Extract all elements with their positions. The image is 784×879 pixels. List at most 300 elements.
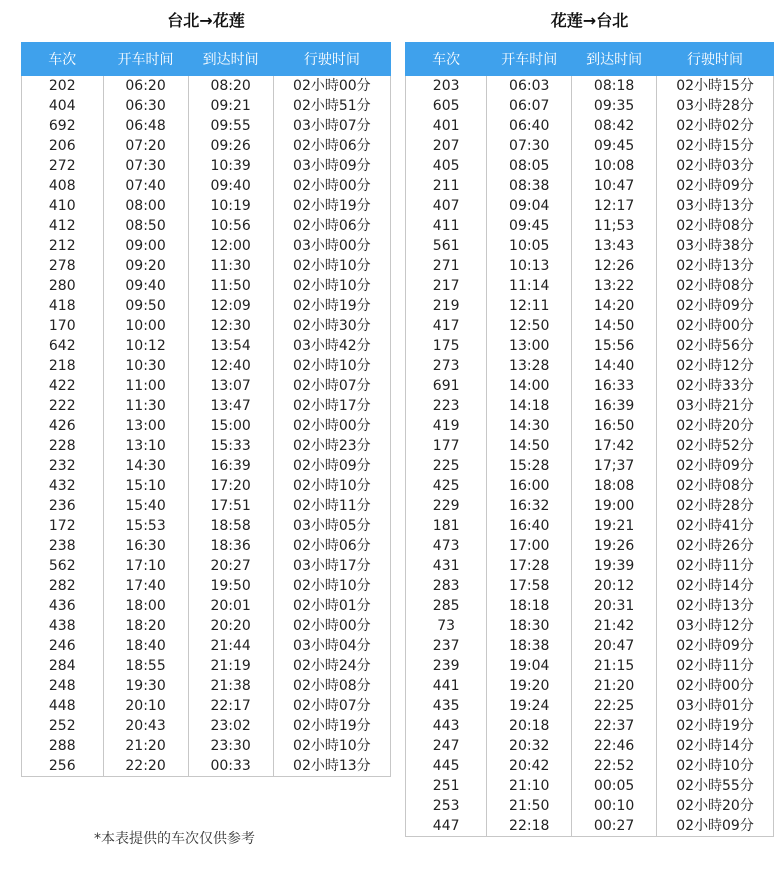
train-no-cell: 284 [22, 656, 104, 676]
departure-cell: 10:12 [103, 336, 188, 356]
arrival-cell: 09:40 [188, 176, 273, 196]
duration-cell: 02小時10分 [273, 476, 390, 496]
train-no-cell: 253 [406, 796, 487, 816]
duration-cell: 02小時56分 [657, 336, 774, 356]
train-no-cell: 422 [22, 376, 104, 396]
duration-cell: 03小時28分 [657, 96, 774, 116]
duration-cell: 03小時38分 [657, 236, 774, 256]
departure-cell: 17:58 [487, 576, 572, 596]
arrival-cell: 09:55 [188, 116, 273, 136]
duration-cell: 02小時00分 [273, 76, 390, 97]
train-no-cell: 283 [406, 576, 487, 596]
table-row [406, 596, 774, 616]
duration-cell: 03小時09分 [273, 156, 390, 176]
duration-cell: 02小時06分 [273, 136, 390, 156]
arrival-cell: 20:31 [572, 596, 657, 616]
duration-cell: 02小時10分 [657, 756, 774, 776]
table-row [406, 176, 774, 196]
train-no-cell: 211 [406, 176, 487, 196]
train-no-cell: 425 [406, 476, 487, 496]
table-row [406, 236, 774, 256]
table-row [22, 236, 391, 256]
arrival-cell: 19:00 [572, 496, 657, 516]
arrival-cell: 21:44 [188, 636, 273, 656]
table-row [22, 96, 391, 116]
arrival-cell: 18:36 [188, 536, 273, 556]
departure-cell: 12:50 [487, 316, 572, 336]
table-header-row [406, 43, 774, 76]
duration-cell: 02小時10分 [273, 356, 390, 376]
arrival-cell: 16:50 [572, 416, 657, 436]
train-no-cell: 177 [406, 436, 487, 456]
duration-cell: 02小時10分 [273, 736, 390, 756]
departure-cell: 16:40 [487, 516, 572, 536]
duration-cell: 02小時08分 [657, 476, 774, 496]
table-row [406, 196, 774, 216]
arrival-cell: 13:47 [188, 396, 273, 416]
train-no-cell: 229 [406, 496, 487, 516]
arrival-cell: 19:21 [572, 516, 657, 536]
table-row [22, 256, 391, 276]
departure-cell: 06:48 [103, 116, 188, 136]
arrival-cell: 11:50 [188, 276, 273, 296]
departure-cell: 08:00 [103, 196, 188, 216]
table-row [406, 256, 774, 276]
arrival-cell: 17;37 [572, 456, 657, 476]
departure-cell: 18:55 [103, 656, 188, 676]
departure-cell: 13:00 [103, 416, 188, 436]
table-row [406, 116, 774, 136]
arrival-cell: 00:10 [572, 796, 657, 816]
train-no-cell: 561 [406, 236, 487, 256]
arrival-cell: 21:20 [572, 676, 657, 696]
train-no-cell: 73 [406, 616, 487, 636]
table-title: 花莲→台北 [550, 11, 629, 30]
table-row [22, 576, 391, 596]
duration-cell: 02小時23分 [273, 436, 390, 456]
train-no-cell: 181 [406, 516, 487, 536]
departure-cell: 07:40 [103, 176, 188, 196]
duration-cell: 02小時01分 [273, 596, 390, 616]
duration-cell: 02小時28分 [657, 496, 774, 516]
train-no-cell: 436 [22, 596, 104, 616]
departure-cell: 18:20 [103, 616, 188, 636]
departure-cell: 09:00 [103, 236, 188, 256]
train-no-cell: 246 [22, 636, 104, 656]
table-row [22, 76, 391, 97]
departure-cell: 07:20 [103, 136, 188, 156]
train-no-cell: 410 [22, 196, 104, 216]
departure-cell: 18:00 [103, 596, 188, 616]
train-no-cell: 252 [22, 716, 104, 736]
table-row [22, 316, 391, 336]
table-row [406, 476, 774, 496]
train-no-cell: 217 [406, 276, 487, 296]
header-train-no: 车次 [22, 43, 104, 76]
table-row [22, 696, 391, 716]
arrival-cell: 22:25 [572, 696, 657, 716]
train-no-cell: 417 [406, 316, 487, 336]
train-no-cell: 175 [406, 336, 487, 356]
train-no-cell: 251 [406, 776, 487, 796]
train-no-cell: 219 [406, 296, 487, 316]
departure-cell: 14:30 [103, 456, 188, 476]
train-no-cell: 248 [22, 676, 104, 696]
departure-cell: 06:03 [487, 76, 572, 97]
train-no-cell: 206 [22, 136, 104, 156]
table-row [406, 436, 774, 456]
duration-cell: 02小時11分 [657, 656, 774, 676]
duration-cell: 02小時15分 [657, 136, 774, 156]
table-row [406, 576, 774, 596]
arrival-cell: 19:26 [572, 536, 657, 556]
departure-cell: 16:30 [103, 536, 188, 556]
duration-cell: 02小時09分 [657, 816, 774, 837]
train-no-cell: 431 [406, 556, 487, 576]
table-row [406, 736, 774, 756]
table-row [406, 336, 774, 356]
duration-cell: 02小時17分 [273, 396, 390, 416]
departure-cell: 10:13 [487, 256, 572, 276]
table-row [406, 776, 774, 796]
arrival-cell: 11:30 [188, 256, 273, 276]
departure-cell: 09:45 [487, 216, 572, 236]
duration-cell: 02小時00分 [657, 676, 774, 696]
train-no-cell: 443 [406, 716, 487, 736]
arrival-cell: 21:42 [572, 616, 657, 636]
train-no-cell: 288 [22, 736, 104, 756]
duration-cell: 02小時13分 [657, 256, 774, 276]
table-row [22, 296, 391, 316]
departure-cell: 06:30 [103, 96, 188, 116]
departure-cell: 18:38 [487, 636, 572, 656]
train-no-cell: 239 [406, 656, 487, 676]
train-no-cell: 408 [22, 176, 104, 196]
table-row [406, 96, 774, 116]
departure-cell: 17:00 [487, 536, 572, 556]
table-row [22, 736, 391, 756]
duration-cell: 02小時10分 [273, 276, 390, 296]
duration-cell: 02小時30分 [273, 316, 390, 336]
departure-cell: 20:32 [487, 736, 572, 756]
departure-cell: 13:28 [487, 356, 572, 376]
arrival-cell: 20:47 [572, 636, 657, 656]
arrival-cell: 10:39 [188, 156, 273, 176]
duration-cell: 02小時19分 [273, 196, 390, 216]
arrival-cell: 09:21 [188, 96, 273, 116]
table-row [22, 436, 391, 456]
departure-cell: 19:30 [103, 676, 188, 696]
table-row [22, 496, 391, 516]
train-no-cell: 418 [22, 296, 104, 316]
table-row [22, 156, 391, 176]
table-row [22, 596, 391, 616]
departure-cell: 13:00 [487, 336, 572, 356]
duration-cell: 02小時41分 [657, 516, 774, 536]
duration-cell: 03小時42分 [273, 336, 390, 356]
hualien-to-taipei-panel [405, 0, 774, 837]
arrival-cell: 17:51 [188, 496, 273, 516]
departure-cell: 21:50 [487, 796, 572, 816]
departure-cell: 20:42 [487, 756, 572, 776]
departure-cell: 15:10 [103, 476, 188, 496]
duration-cell: 02小時06分 [273, 216, 390, 236]
departure-cell: 11:14 [487, 276, 572, 296]
arrival-cell: 13:22 [572, 276, 657, 296]
train-no-cell: 280 [22, 276, 104, 296]
departure-cell: 22:20 [103, 756, 188, 777]
train-no-cell: 419 [406, 416, 487, 436]
table-row [406, 416, 774, 436]
departure-cell: 12:11 [487, 296, 572, 316]
departure-cell: 22:18 [487, 816, 572, 837]
train-no-cell: 605 [406, 96, 487, 116]
duration-cell: 02小時51分 [273, 96, 390, 116]
duration-cell: 02小時33分 [657, 376, 774, 396]
train-no-cell: 223 [406, 396, 487, 416]
train-no-cell: 411 [406, 216, 487, 236]
timetable-taipei-to-hualien [21, 42, 391, 777]
train-no-cell: 691 [406, 376, 487, 396]
departure-cell: 21:10 [487, 776, 572, 796]
departure-cell: 20:18 [487, 716, 572, 736]
departure-cell: 11:00 [103, 376, 188, 396]
train-no-cell: 271 [406, 256, 487, 276]
train-no-cell: 203 [406, 76, 487, 97]
train-no-cell: 285 [406, 596, 487, 616]
train-no-cell: 202 [22, 76, 104, 97]
duration-cell: 02小時00分 [657, 316, 774, 336]
table-row [22, 416, 391, 436]
arrival-cell: 12:09 [188, 296, 273, 316]
departure-cell: 14:50 [487, 436, 572, 456]
departure-cell: 17:10 [103, 556, 188, 576]
table-row [22, 136, 391, 156]
arrival-cell: 20:20 [188, 616, 273, 636]
train-no-cell: 207 [406, 136, 487, 156]
duration-cell: 02小時06分 [273, 536, 390, 556]
train-no-cell: 426 [22, 416, 104, 436]
departure-cell: 09:20 [103, 256, 188, 276]
departure-cell: 15:53 [103, 516, 188, 536]
duration-cell: 03小時12分 [657, 616, 774, 636]
duration-cell: 02小時20分 [657, 416, 774, 436]
duration-cell: 02小時20分 [657, 796, 774, 816]
train-no-cell: 222 [22, 396, 104, 416]
table-row [406, 796, 774, 816]
duration-cell: 03小時13分 [657, 196, 774, 216]
table-row [406, 156, 774, 176]
departure-cell: 14:18 [487, 396, 572, 416]
arrival-cell: 16:33 [572, 376, 657, 396]
departure-cell: 19:24 [487, 696, 572, 716]
timetable-hualien-to-taipei [405, 42, 774, 837]
table-row [406, 616, 774, 636]
departure-cell: 09:40 [103, 276, 188, 296]
arrival-cell: 23:30 [188, 736, 273, 756]
duration-cell: 02小時03分 [657, 156, 774, 176]
duration-cell: 03小時17分 [273, 556, 390, 576]
arrival-cell: 22:46 [572, 736, 657, 756]
arrival-cell: 00:33 [188, 756, 273, 777]
departure-cell: 17:40 [103, 576, 188, 596]
train-no-cell: 438 [22, 616, 104, 636]
train-no-cell: 404 [22, 96, 104, 116]
arrival-cell: 20:01 [188, 596, 273, 616]
departure-cell: 20:10 [103, 696, 188, 716]
arrival-cell: 14:50 [572, 316, 657, 336]
arrival-cell: 13:07 [188, 376, 273, 396]
train-no-cell: 236 [22, 496, 104, 516]
table-row [406, 376, 774, 396]
train-no-cell: 256 [22, 756, 104, 777]
arrival-cell: 10:56 [188, 216, 273, 236]
header-arrival: 到达时间 [188, 43, 273, 76]
header-arrival: 到达时间 [572, 43, 657, 76]
table-row [22, 216, 391, 236]
departure-cell: 19:04 [487, 656, 572, 676]
table-row [22, 276, 391, 296]
train-no-cell: 401 [406, 116, 487, 136]
table-row [406, 636, 774, 656]
table-row [22, 116, 391, 136]
duration-cell: 02小時19分 [273, 296, 390, 316]
train-no-cell: 228 [22, 436, 104, 456]
header-departure: 开车时间 [487, 43, 572, 76]
train-no-cell: 282 [22, 576, 104, 596]
table-row [22, 756, 391, 777]
arrival-cell: 15:33 [188, 436, 273, 456]
arrival-cell: 22:17 [188, 696, 273, 716]
duration-cell: 02小時13分 [273, 756, 390, 777]
departure-cell: 18:30 [487, 616, 572, 636]
table-row [406, 276, 774, 296]
departure-cell: 08:38 [487, 176, 572, 196]
train-no-cell: 237 [406, 636, 487, 656]
duration-cell: 02小時00分 [273, 616, 390, 636]
disclaimer-note: *本表提供的车次仅供参考 [94, 831, 255, 847]
header-departure: 开车时间 [103, 43, 188, 76]
duration-cell: 03小時07分 [273, 116, 390, 136]
arrival-cell: 14:40 [572, 356, 657, 376]
arrival-cell: 14:20 [572, 296, 657, 316]
table-row [406, 396, 774, 416]
duration-cell: 02小時09分 [657, 636, 774, 656]
arrival-cell: 19:50 [188, 576, 273, 596]
arrival-cell: 09:35 [572, 96, 657, 116]
arrival-cell: 20:27 [188, 556, 273, 576]
table-title: 台北→花莲 [167, 11, 245, 30]
departure-cell: 09:04 [487, 196, 572, 216]
arrival-cell: 19:39 [572, 556, 657, 576]
duration-cell: 02小時12分 [657, 356, 774, 376]
table-row [22, 376, 391, 396]
arrival-cell: 00:27 [572, 816, 657, 837]
table-row [406, 536, 774, 556]
table-row [406, 356, 774, 376]
arrival-cell: 18:08 [572, 476, 657, 496]
arrival-cell: 22:37 [572, 716, 657, 736]
departure-cell: 17:28 [487, 556, 572, 576]
table-row [406, 816, 774, 837]
departure-cell: 06:07 [487, 96, 572, 116]
departure-cell: 06:40 [487, 116, 572, 136]
train-no-cell: 642 [22, 336, 104, 356]
duration-cell: 02小時08分 [657, 276, 774, 296]
table-row [22, 516, 391, 536]
table-row [22, 456, 391, 476]
train-no-cell: 278 [22, 256, 104, 276]
table-row [406, 316, 774, 336]
departure-cell: 07:30 [103, 156, 188, 176]
arrival-cell: 08:18 [572, 76, 657, 97]
duration-cell: 02小時19分 [657, 716, 774, 736]
train-no-cell: 212 [22, 236, 104, 256]
table-row [406, 756, 774, 776]
arrival-cell: 21:15 [572, 656, 657, 676]
train-no-cell: 448 [22, 696, 104, 716]
duration-cell: 03小時01分 [657, 696, 774, 716]
arrival-cell: 08:20 [188, 76, 273, 97]
arrival-cell: 09:26 [188, 136, 273, 156]
train-no-cell: 273 [406, 356, 487, 376]
train-no-cell: 225 [406, 456, 487, 476]
train-no-cell: 232 [22, 456, 104, 476]
duration-cell: 02小時24分 [273, 656, 390, 676]
departure-cell: 07:30 [487, 136, 572, 156]
train-no-cell: 247 [406, 736, 487, 756]
table-row [406, 296, 774, 316]
header-train-no: 车次 [406, 43, 487, 76]
train-no-cell: 562 [22, 556, 104, 576]
duration-cell: 02小時02分 [657, 116, 774, 136]
train-no-cell: 172 [22, 516, 104, 536]
table-row [22, 716, 391, 736]
duration-cell: 02小時55分 [657, 776, 774, 796]
arrival-cell: 21:38 [188, 676, 273, 696]
departure-cell: 18:18 [487, 596, 572, 616]
table-row [22, 356, 391, 376]
duration-cell: 02小時11分 [657, 556, 774, 576]
duration-cell: 02小時00分 [273, 416, 390, 436]
train-no-cell: 170 [22, 316, 104, 336]
departure-cell: 18:40 [103, 636, 188, 656]
departure-cell: 14:30 [487, 416, 572, 436]
duration-cell: 02小時10分 [273, 256, 390, 276]
arrival-cell: 08:42 [572, 116, 657, 136]
arrival-cell: 21:19 [188, 656, 273, 676]
duration-cell: 03小時04分 [273, 636, 390, 656]
table-row [22, 396, 391, 416]
duration-cell: 02小時13分 [657, 596, 774, 616]
departure-cell: 10:30 [103, 356, 188, 376]
departure-cell: 09:50 [103, 296, 188, 316]
duration-cell: 02小時26分 [657, 536, 774, 556]
table-row [22, 336, 391, 356]
train-no-cell: 412 [22, 216, 104, 236]
arrival-cell: 12:30 [188, 316, 273, 336]
table-row [406, 216, 774, 236]
table-row [406, 716, 774, 736]
train-no-cell: 432 [22, 476, 104, 496]
arrival-cell: 10:47 [572, 176, 657, 196]
duration-cell: 02小時00分 [273, 176, 390, 196]
arrival-cell: 23:02 [188, 716, 273, 736]
table-row [406, 676, 774, 696]
table-row [22, 196, 391, 216]
table-row [22, 556, 391, 576]
arrival-cell: 13:43 [572, 236, 657, 256]
